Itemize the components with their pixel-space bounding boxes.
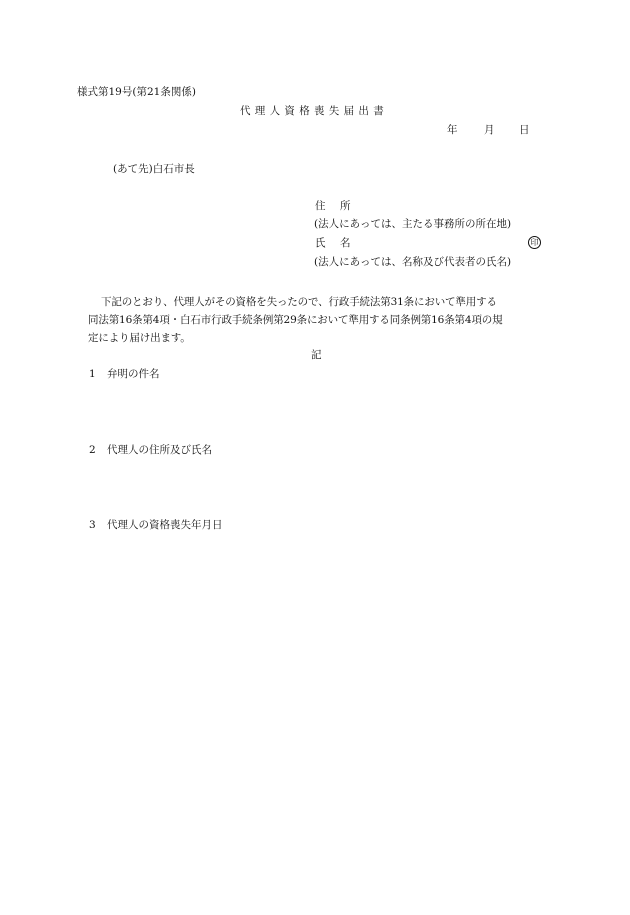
form-number: 様式第19号(第21条関係) [77,86,196,98]
ki-heading: 記 [311,349,322,361]
body-line: 定により届け出ます。 [88,332,191,344]
item-number: 3 [89,519,96,531]
addressee: (あて先)白石市長 [113,163,195,175]
item-number: 1 [89,368,96,380]
body-line: 同法第16条第4項・白石市行政手続条例第29条において準用する同条例第16条第4項の規 [88,314,503,326]
item-label: 代理人の資格喪失年月日 [107,519,223,531]
body-line: 下記のとおり、代理人がその資格を失ったので、行政手続法第31条において準用する [101,296,497,308]
date-year-label: 年 [447,124,458,136]
document-title: 代理人資格喪失届出書 [240,105,388,117]
item-label: 代理人の住所及び氏名 [107,444,212,456]
name-note: (法人にあっては、名称及び代表者の氏名) [314,256,512,268]
list-item [89,368,160,381]
address-note: (法人にあっては、主たる事務所の所在地) [314,218,512,230]
name-label: 氏 名 [315,237,353,249]
list-item [89,444,212,457]
address-label: 住 所 [315,200,353,212]
item-label: 弁明の件名 [107,368,160,380]
date-day-label: 日 [519,124,530,136]
seal-mark: 印 [528,236,541,249]
item-number: 2 [89,444,96,456]
body-paragraph [88,293,568,347]
date-month-label: 月 [484,124,495,136]
list-item [89,519,223,532]
